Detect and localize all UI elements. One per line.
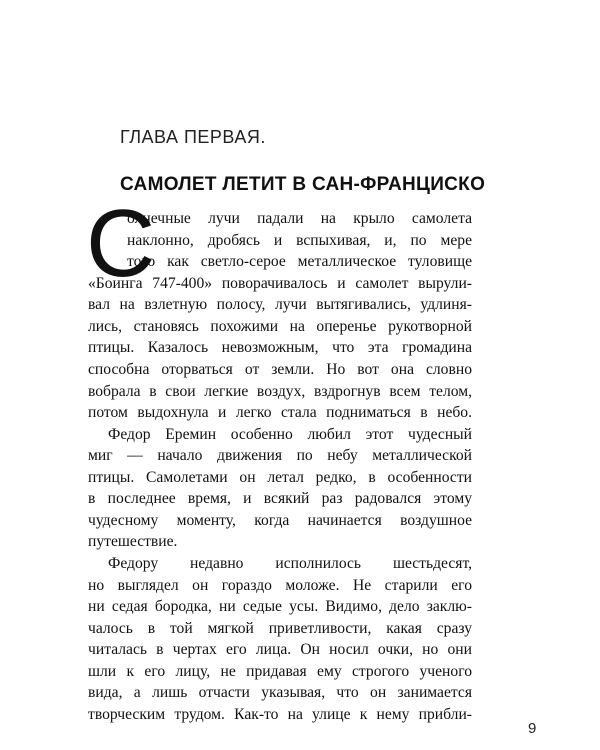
- text-line: лись, становясь похожими на оперенье рукотворной: [88, 318, 472, 335]
- chapter-label: ГЛАВА ПЕРВАЯ.: [120, 127, 266, 147]
- page-number: 9: [528, 720, 537, 737]
- text-line: «Боинга 747-400» поворачивалось и самолет вырули-: [88, 275, 472, 292]
- text-line: того как светло-серое металлическое туловище: [127, 253, 472, 270]
- text-line: творческим трудом. Как-то на улице к нему прибли-: [88, 706, 472, 723]
- chapter-title: САМОЛЕТ ЛЕТИТ В САН-ФРАНЦИСКО: [120, 174, 486, 195]
- text-line: но выглядел он гораздо моложе. Не старили его: [88, 577, 472, 594]
- text-line: ни седая бородка, ни седые усы. Видимо, дело заклю-: [88, 598, 472, 615]
- text-line: читалась в чертах его лица. Он носил очки, но они: [88, 641, 472, 658]
- text-line: шли к его лицу, не придавая ему строгого ученого: [88, 663, 472, 680]
- text-line: вобрала в свои легкие воздух, вздрогнув всем телом,: [88, 383, 472, 400]
- text-line: способна оторваться от земли. Но вот она словно: [88, 361, 472, 378]
- text-line: птицы. Казалось невозможным, что эта громадина: [88, 339, 472, 356]
- text-line: потом выдохнула и легко стала подниматься в небо.: [88, 404, 472, 421]
- text-line: чудесному моменту, когда начинается воздушное: [88, 512, 472, 529]
- text-line: птицы. Самолетами он летал редко, в особенности: [88, 469, 472, 486]
- text-line: в последнее время, и всякий раз радовался этому: [88, 490, 472, 507]
- text-line: олнечные лучи падали на крыло самолета: [127, 210, 472, 227]
- text-line: путешествие.: [88, 533, 178, 550]
- text-line: Федор Еремин особенно любил этот чудесный: [108, 426, 472, 443]
- text-line: вал на взлетную полосу, лучи вытягивались, удлиня-: [88, 296, 472, 313]
- text-line: вида, а лишь отчасти указывая, что он занимается: [88, 684, 472, 701]
- text-line: Федору недавно исполнилось шестьдесят,: [108, 555, 472, 572]
- text-line: наклонно, дробясь и вспыхивая, и, по мере: [127, 232, 472, 249]
- text-line: миг — начало движения по небу металлической: [88, 447, 472, 464]
- drop-cap: С: [86, 190, 156, 297]
- text-line: чалось в той мягкой приветливости, какая сразу: [88, 620, 472, 637]
